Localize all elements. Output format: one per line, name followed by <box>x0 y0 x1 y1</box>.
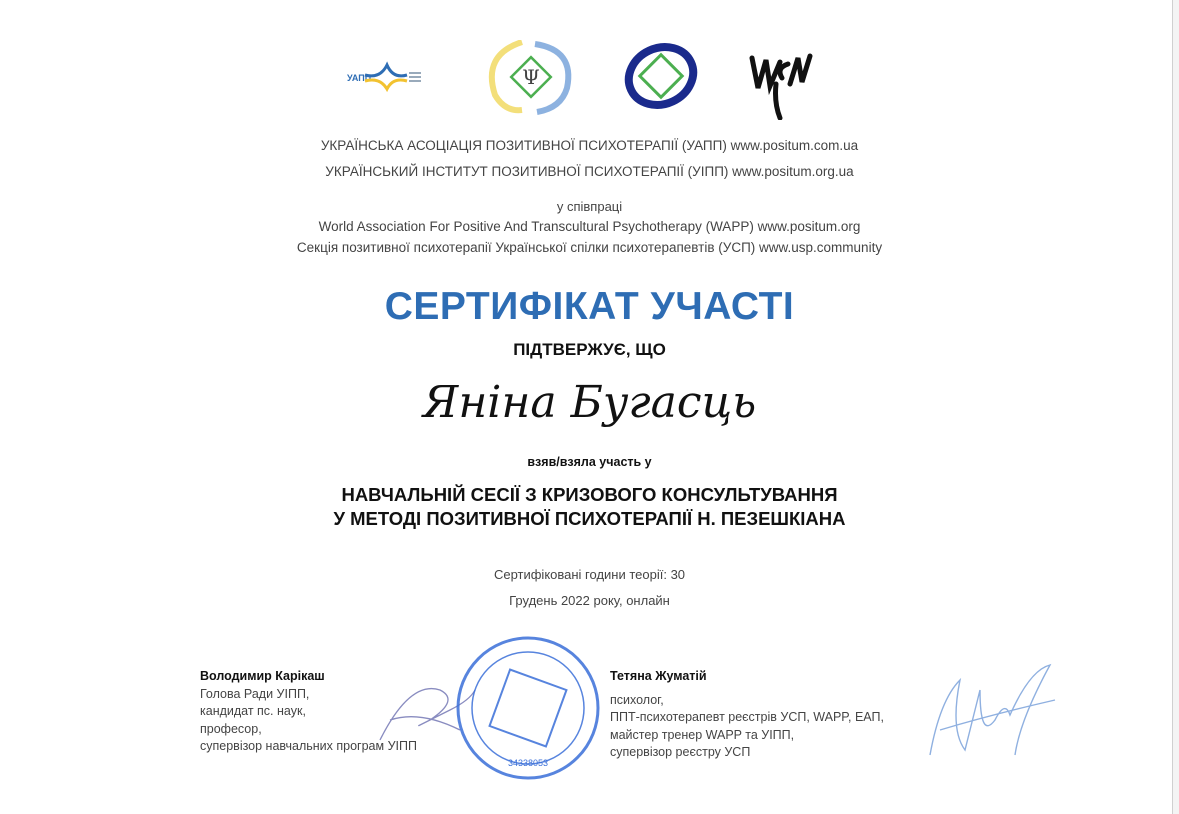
signatory-2 <box>610 668 884 762</box>
took-part-text: взяв/взяла участь у <box>527 455 652 469</box>
svg-text:34338053: 34338053 <box>507 758 549 768</box>
wapp-logo <box>622 42 700 110</box>
signatory-1-line: кандидат пс. наук, <box>200 704 306 718</box>
uapp-logo <box>345 55 425 100</box>
svg-text:УАПП: УАПП <box>347 73 372 83</box>
signatory-1-name: Володимир Карікаш <box>200 669 325 683</box>
signatory-2-line: супервізор реєстру УСП <box>610 745 751 759</box>
svg-text:Ψ: Ψ <box>522 65 540 89</box>
partner-wapp: World Association For Positive And Transcultural Psychotherapy (WAPP) www.positum.org <box>318 219 861 234</box>
confirms-text: ПІДТВЕРЖУЄ, ЩО <box>513 340 666 359</box>
signatory-2-line: майстер тренер WAPP та УІПП, <box>610 727 795 742</box>
signatory-2-line: психолог, <box>610 692 664 707</box>
session-date: Грудень 2022 року, онлайн <box>509 593 670 608</box>
usp-logo <box>748 48 816 120</box>
course-title <box>0 483 1179 531</box>
psi-logo <box>487 40 575 115</box>
organizer-uipp: УКРАЇНСЬКИЙ ІНСТИТУТ ПОЗИТИВНОЇ ПСИХОТЕРАПІЇ (УІПП) www.positum.org.ua <box>325 164 854 179</box>
course-line-2: У МЕТОДІ ПОЗИТИВНОЇ ПСИХОТЕРАПІЇ Н. ПЕЗЕШКІАНА <box>333 508 846 529</box>
signatory-1-line: професор, <box>200 721 262 736</box>
certified-hours: Сертифіковані години теорії: 30 <box>493 567 686 582</box>
course-line-1: НАВЧАЛЬНІЙ СЕСІЇ З КРИЗОВОГО КОНСУЛЬТУВАННЯ <box>341 484 838 505</box>
signatory-1-line: супервізор навчальних програм УІПП <box>200 739 417 753</box>
partner-usp: Секція позитивної психотерапії Української спілки психотерапевтів (УСП) www.usp.community <box>296 240 883 255</box>
organizer-uapp: УКРАЇНСЬКА АСОЦІАЦІЯ ПОЗИТИВНОЇ ПСИХОТЕРАПІЇ (УАПП) www.positum.com.ua <box>320 138 859 153</box>
signatory-1-line: Голова Ради УІПП, <box>200 686 310 701</box>
participant-name: Яніна Бугасць <box>422 377 757 428</box>
signature-2 <box>920 660 1060 760</box>
signatory-2-name: Тетяна Жуматій <box>610 669 707 683</box>
stamp <box>453 633 603 783</box>
signatory-2-line: ППТ-психотерапевт реєстрів УСП, WAPP, ЕАП, <box>610 710 884 724</box>
cooperation-label: у співпраці <box>556 199 623 214</box>
certificate-title: СЕРТИФІКАТ УЧАСТІ <box>384 285 795 328</box>
